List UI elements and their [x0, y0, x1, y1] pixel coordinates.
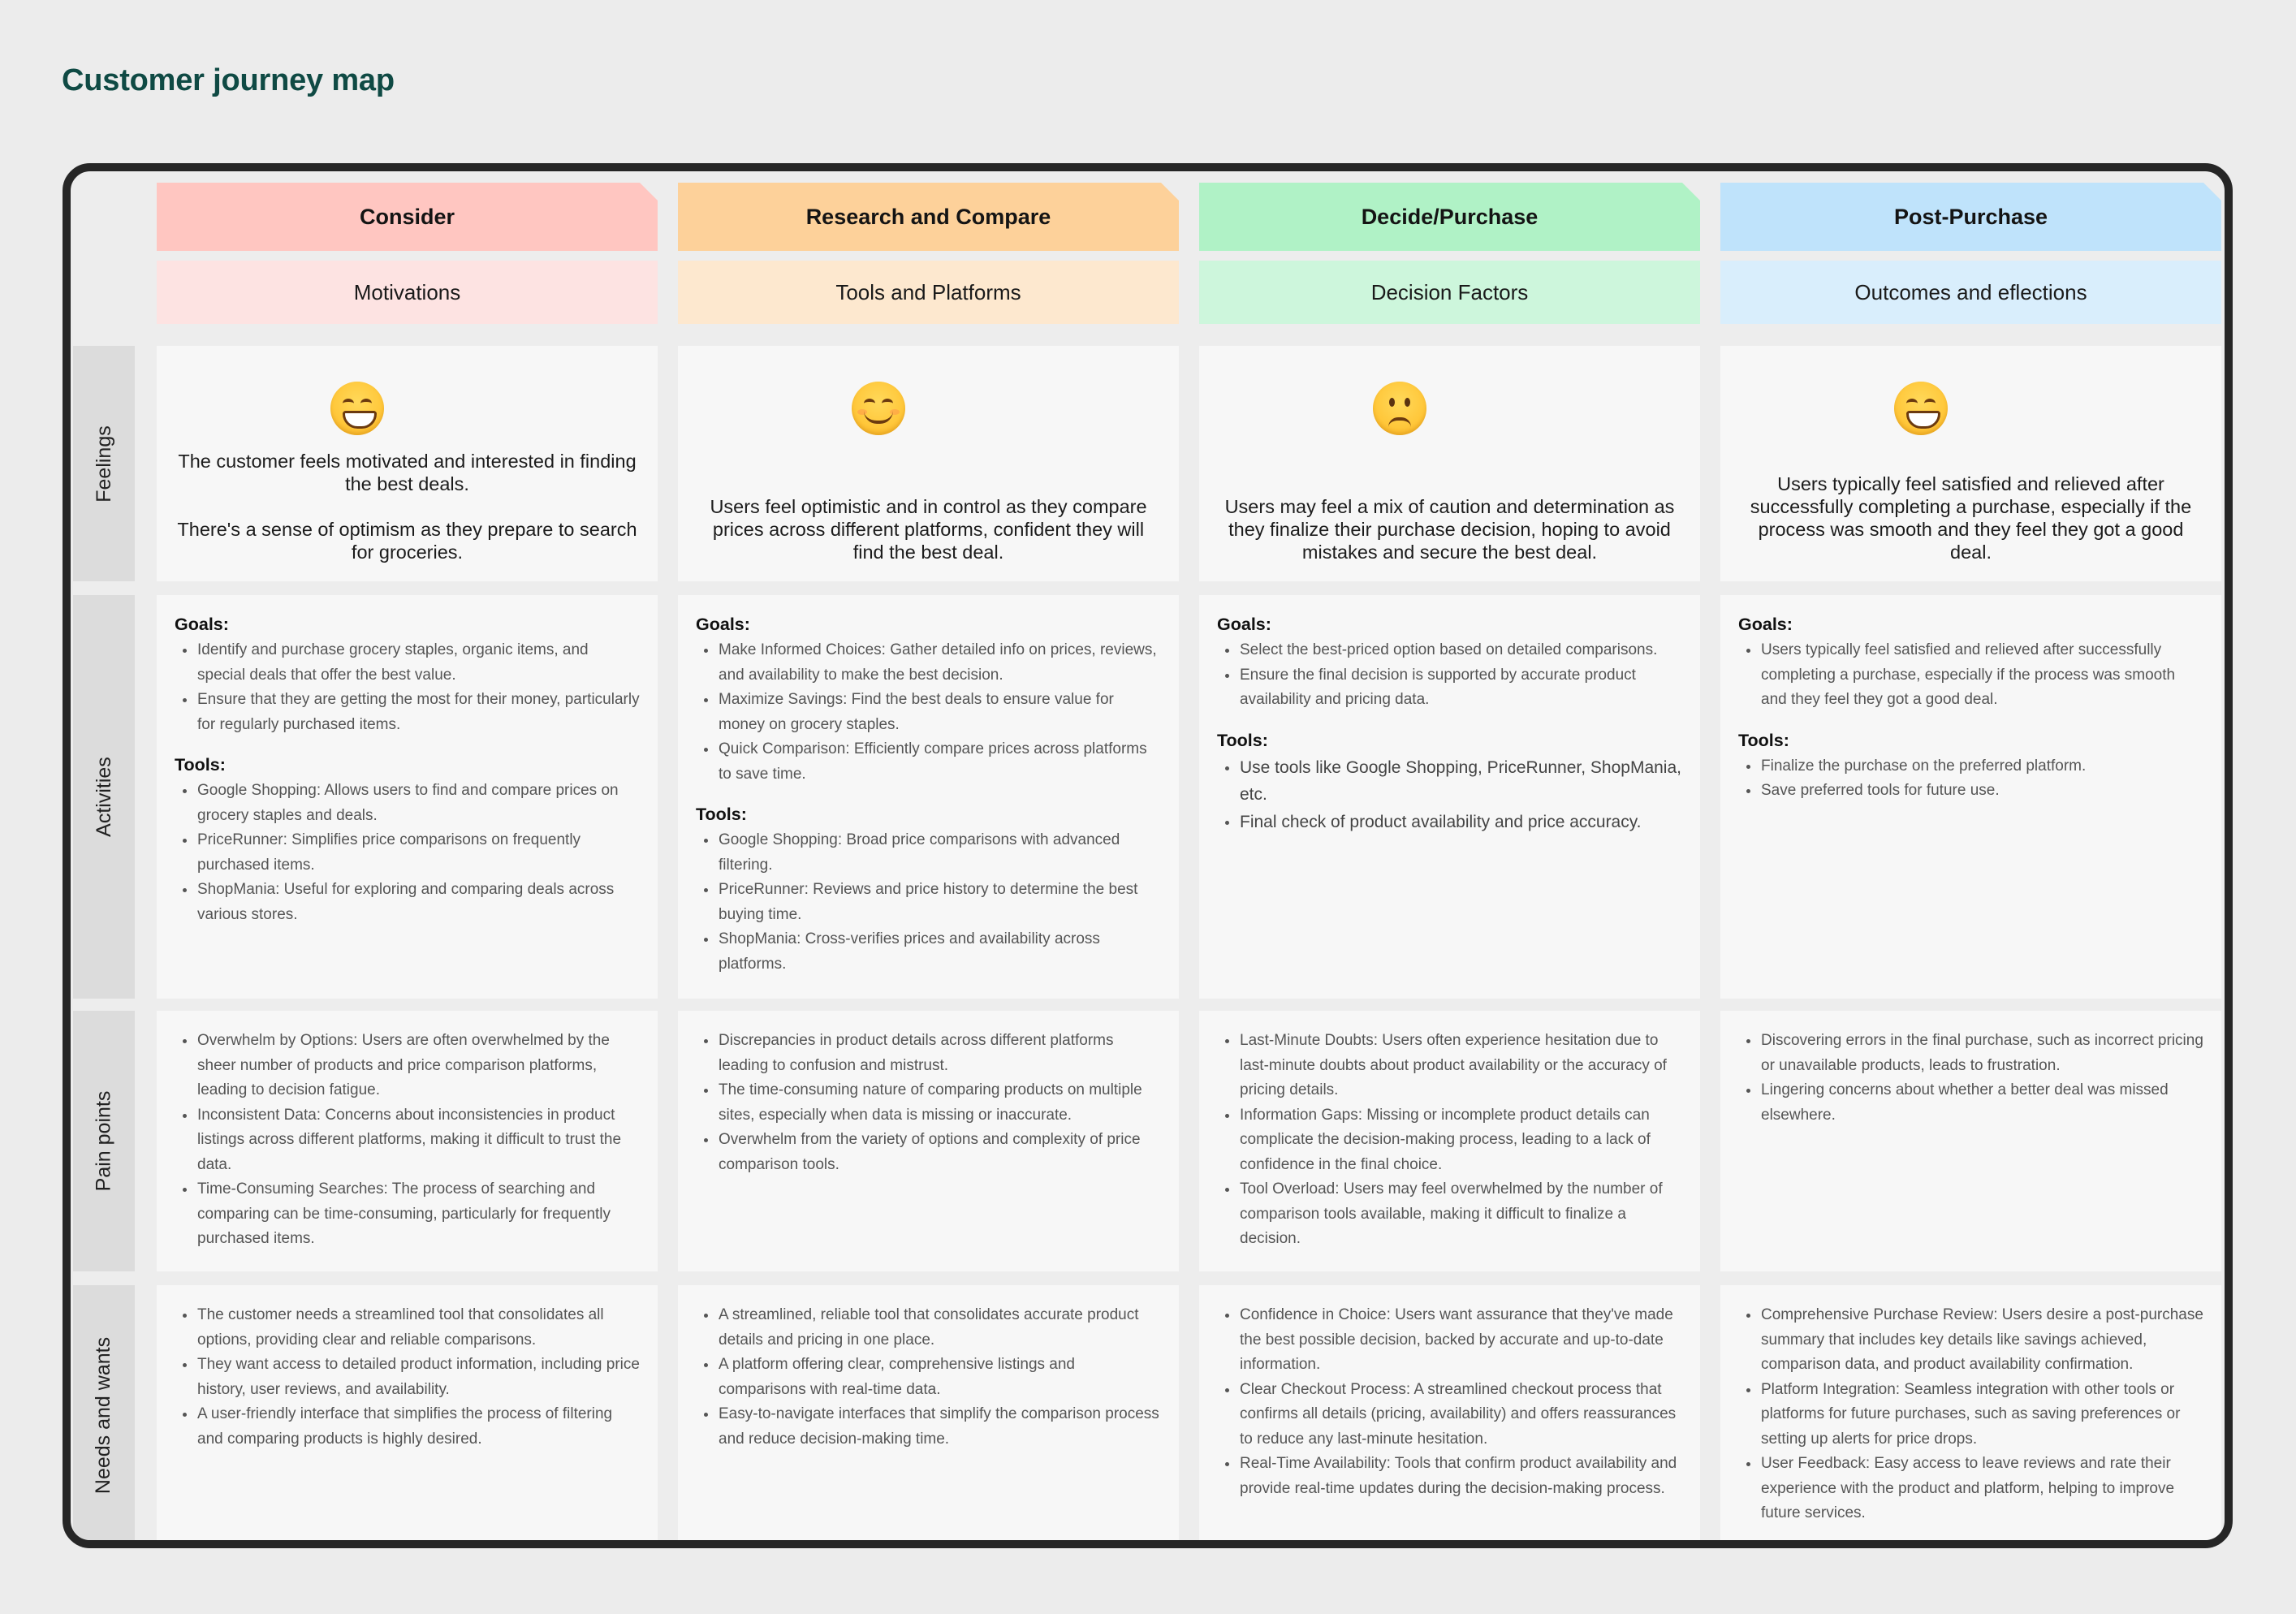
feelings-paragraph: Users may feel a mix of caution and determination as they finalize their purchase decision, hoping to avoid mistakes and secure the best deal.: [1224, 496, 1675, 563]
pain-points-card: [1199, 1011, 1700, 1271]
feelings-paragraph: Users typically feel satisfied and relieved after successfully completing a purchase, especially if the process was smooth and they feel they got a good deal.: [1750, 473, 2192, 563]
row-label-feelings: [73, 346, 135, 581]
list-item: Ensure that they are getting the most for their money, particularly for regularly purchased items.: [197, 688, 640, 737]
row-label-pain-points: [73, 1011, 135, 1271]
stage-header-decide-purchase: [1199, 183, 1700, 251]
list-item: Make Informed Choices: Gather detailed info on prices, reviews, and availability to make the best decision.: [719, 638, 1161, 688]
feelings-paragraph: Users feel optimistic and in control as they compare prices across different platforms, confident they will find the best deal.: [710, 496, 1147, 563]
bullet-list: [696, 638, 1161, 787]
activities-card: [157, 595, 658, 999]
list-item: User Feedback: Easy access to leave reviews and rate their experience with the product and platform, helping to improve future services.: [1761, 1452, 2203, 1526]
bullet-list: [175, 638, 640, 737]
bullet-list: [1738, 1029, 2203, 1128]
grinning-face-emoji-icon: [330, 382, 384, 435]
bullet-list: [175, 1303, 640, 1452]
row-label-activities: [73, 595, 135, 999]
goals-heading: Goals:: [696, 615, 750, 634]
list-item: A user-friendly interface that simplifies the process of filtering and comparing products is highly desired.: [197, 1402, 640, 1452]
bullet-list: [175, 1029, 640, 1252]
stage-header-post-purchase: [1720, 183, 2221, 251]
grinning-face-emoji-icon: [1894, 382, 1948, 435]
feelings-text: [1217, 495, 1682, 563]
list-item: Confidence in Choice: Users want assurance that they've made the best possible decision, backed by accurate and up-to-date information.: [1240, 1303, 1682, 1378]
list-item: Platform Integration: Seamless integration with other tools or platforms for future purchases, such as saving preferences or setting up alerts for price drops.: [1761, 1378, 2203, 1452]
tools-heading: Tools:: [1738, 730, 1789, 750]
activities-card: [1720, 595, 2221, 999]
needs-and-wants-card: [678, 1285, 1179, 1545]
row-label-text: Feelings: [92, 425, 115, 503]
list-item: Users typically feel satisfied and relieved after successfully completing a purchase, especially if the process was smooth and they feel they got a good deal.: [1761, 638, 2203, 713]
feelings-paragraph: The customer feels motivated and interested in finding the best deals.: [178, 451, 637, 494]
bullet-list: [1738, 754, 2203, 804]
row-label-needs-and-wants: [73, 1285, 135, 1545]
list-item: A platform offering clear, comprehensive listings and comparisons with real-time data.: [719, 1353, 1161, 1402]
list-item: Discrepancies in product details across different platforms leading to confusion and mistrust.: [719, 1029, 1161, 1078]
list-item: Finalize the purchase on the preferred platform.: [1761, 754, 2203, 779]
list-item: PriceRunner: Reviews and price history to determine the best buying time.: [719, 878, 1161, 927]
needs-and-wants-card: [1720, 1285, 2221, 1545]
goals-heading: Goals:: [1738, 615, 1793, 634]
tools-heading: Tools:: [175, 755, 226, 775]
bullet-list: [1217, 1303, 1682, 1501]
bullet-list: [1217, 754, 1682, 836]
feelings-text: [175, 450, 640, 563]
list-item: Time-Consuming Searches: The process of searching and comparing can be time-consuming, particularly for frequently purchased items.: [197, 1177, 640, 1252]
stage-subtitle: [1199, 261, 1700, 324]
stage-subtitle-text: Decision Factors: [1370, 279, 1529, 304]
list-item: Lingering concerns about whether a better deal was missed elsewhere.: [1761, 1078, 2203, 1128]
list-item: Use tools like Google Shopping, PriceRunner, ShopMania, etc.: [1240, 754, 1682, 809]
row-label-text: Needs and wants: [92, 1336, 115, 1494]
list-item: Maximize Savings: Find the best deals to ensure value for money on grocery staples.: [719, 688, 1161, 737]
list-item: Discovering errors in the final purchase, such as incorrect pricing or unavailable products, leads to frustration.: [1761, 1029, 2203, 1078]
stage-subtitle: [678, 261, 1179, 324]
folded-corner: [1161, 183, 1179, 201]
list-item: Inconsistent Data: Concerns about inconsistencies in product listings across different platforms, making it difficult to trust the data.: [197, 1103, 640, 1178]
stage-subtitle-text: Outcomes and eflections: [1854, 279, 2087, 304]
list-item: Google Shopping: Allows users to find and compare prices on grocery staples and deals.: [197, 779, 640, 828]
feelings-card: [1720, 346, 2221, 581]
confused-face-emoji-icon: [1373, 382, 1426, 435]
row-label-text: Activities: [92, 757, 115, 837]
stage-name: Research and Compare: [805, 204, 1051, 229]
list-item: Google Shopping: Broad price comparisons with advanced filtering.: [719, 828, 1161, 878]
list-item: The time-consuming nature of comparing products on multiple sites, especially when data is missing or inaccurate.: [719, 1078, 1161, 1128]
pain-points-card: [678, 1011, 1179, 1271]
list-item: Save preferred tools for future use.: [1761, 779, 2203, 804]
stage-name: Consider: [359, 204, 455, 229]
goals-heading: Goals:: [175, 615, 229, 634]
list-item: ShopMania: Cross-verifies prices and availability across platforms.: [719, 927, 1161, 977]
bullet-list: [175, 779, 640, 927]
page-title: Customer journey map: [62, 63, 395, 97]
bullet-list: [696, 828, 1161, 977]
list-item: They want access to detailed product information, including price history, user reviews, and availability.: [197, 1353, 640, 1402]
tools-heading: Tools:: [1217, 730, 1268, 750]
folded-corner: [2203, 183, 2221, 201]
pain-points-card: [157, 1011, 658, 1271]
stage-header-consider: [157, 183, 658, 251]
journey-grid: [71, 171, 2225, 1540]
list-item: Final check of product availability and price accuracy.: [1240, 809, 1682, 836]
needs-and-wants-card: [1199, 1285, 1700, 1545]
goals-heading: Goals:: [1217, 615, 1271, 634]
bullet-list: [1738, 638, 2203, 713]
list-item: Clear Checkout Process: A streamlined checkout process that confirms all details (pricing, availability) and offers reassurances to reduce any last-minute hesitation.: [1240, 1378, 1682, 1452]
list-item: Overwhelm by Options: Users are often overwhelmed by the sheer number of products and price comparison platforms, leading to decision fatigue.: [197, 1029, 640, 1103]
list-item: Easy-to-navigate interfaces that simplify the comparison process and reduce decision-making time.: [719, 1402, 1161, 1452]
folded-corner: [1682, 183, 1700, 201]
feelings-paragraph: There's a sense of optimism as they prepare to search for groceries.: [177, 519, 637, 563]
stage-name: Post-Purchase: [1893, 204, 2048, 229]
tools-heading: Tools:: [696, 805, 747, 824]
list-item: Real-Time Availability: Tools that confirm product availability and provide real-time updates during the decision-making process.: [1240, 1452, 1682, 1501]
pain-points-card: [1720, 1011, 2221, 1271]
list-item: Information Gaps: Missing or incomplete product details can complicate the decision-making process, leading to a lack of confidence in the final choice.: [1240, 1103, 1682, 1178]
activities-card: [678, 595, 1179, 999]
list-item: Overwhelm from the variety of options and complexity of price comparison tools.: [719, 1128, 1161, 1177]
stage-subtitle: [157, 261, 658, 324]
folded-corner: [640, 183, 658, 201]
activities-card: [1199, 595, 1700, 999]
bullet-list: [696, 1029, 1161, 1177]
journey-map-board: [63, 163, 2233, 1548]
feelings-card: [157, 346, 658, 581]
bullet-list: [696, 1303, 1161, 1452]
list-item: Tool Overload: Users may feel overwhelmed by the number of comparison tools available, making it difficult to finalize a decision.: [1240, 1177, 1682, 1252]
list-item: Last-Minute Doubts: Users often experience hesitation due to last-minute doubts about product availability or the accuracy of pricing details.: [1240, 1029, 1682, 1103]
stage-name: Decide/Purchase: [1361, 204, 1539, 229]
stage-header-research-and-compare: [678, 183, 1179, 251]
list-item: PriceRunner: Simplifies price comparisons on frequently purchased items.: [197, 828, 640, 878]
list-item: Select the best-priced option based on detailed comparisons.: [1240, 638, 1682, 663]
feelings-text: [696, 495, 1161, 563]
smiling-face-emoji-icon: [852, 382, 905, 435]
list-item: A streamlined, reliable tool that consolidates accurate product details and pricing in one place.: [719, 1303, 1161, 1353]
list-item: ShopMania: Useful for exploring and comparing deals across various stores.: [197, 878, 640, 927]
needs-and-wants-card: [157, 1285, 658, 1545]
row-label-text: Pain points: [92, 1090, 115, 1192]
list-item: Quick Comparison: Efficiently compare prices across platforms to save time.: [719, 737, 1161, 787]
feelings-card: [678, 346, 1179, 581]
stage-subtitle-text: Tools and Platforms: [835, 279, 1021, 304]
list-item: Comprehensive Purchase Review: Users desire a post-purchase summary that includes key details like savings achieved, comparison data, and product availability confirmation.: [1761, 1303, 2203, 1378]
bullet-list: [1738, 1303, 2203, 1526]
list-item: The customer needs a streamlined tool that consolidates all options, providing clear and reliable comparisons.: [197, 1303, 640, 1353]
list-item: Identify and purchase grocery staples, organic items, and special deals that offer the best value.: [197, 638, 640, 688]
stage-subtitle: [1720, 261, 2221, 324]
bullet-list: [1217, 638, 1682, 713]
feelings-text: [1738, 473, 2203, 563]
list-item: Ensure the final decision is supported by accurate product availability and pricing data.: [1240, 663, 1682, 713]
bullet-list: [1217, 1029, 1682, 1252]
feelings-card: [1199, 346, 1700, 581]
stage-subtitle-text: Motivations: [353, 279, 461, 304]
